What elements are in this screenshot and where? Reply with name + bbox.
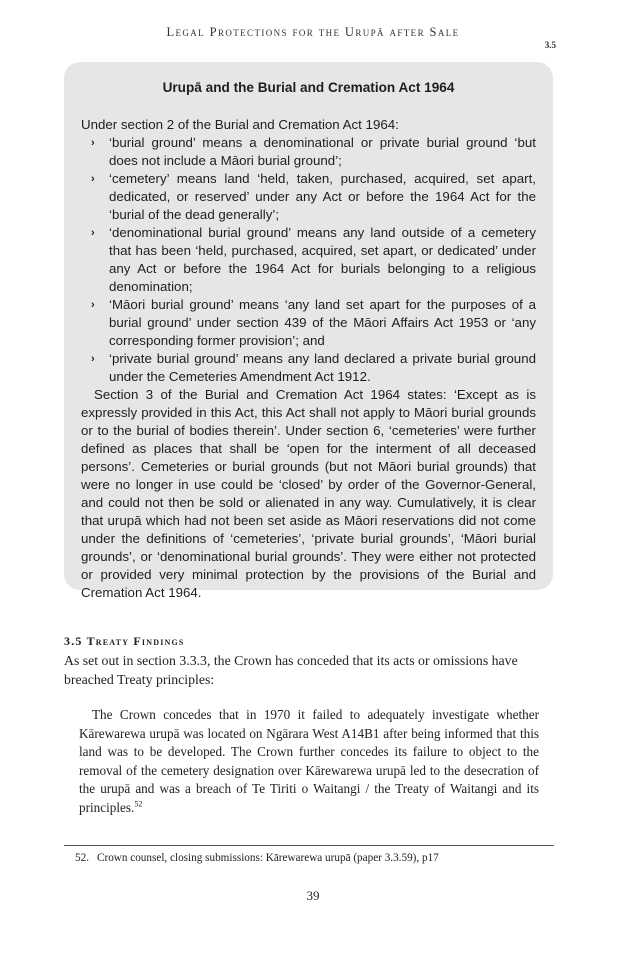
list-item-text: ‘denominational burial ground’ means any land outside of a cemetery that has been ‘held, purchased, acquired, set apart, or dedicated’ under any Act or before the 1964 Act for burials belonging to a religious denomination;: [109, 225, 536, 294]
section-intro: As set out in section 3.3.3, the Crown has conceded that its acts or omissions have breached Treaty principles:: [64, 653, 518, 687]
list-item: [81, 170, 536, 224]
list-item: [81, 134, 536, 170]
list-item: [81, 224, 536, 296]
box-title: Urupā and the Burial and Cremation Act 1964: [162, 80, 455, 95]
list-item-text: ‘cemetery’ means land ‘held, taken, purchased, acquired, set apart, dedicated, or reserved’ under any Act or before the 1964 Act for the ‘burial of the dead generally’;: [109, 171, 536, 222]
definition-list: [81, 134, 536, 386]
sidebar-box: [64, 62, 553, 600]
list-item: [81, 350, 536, 386]
footnote-number: 52.: [75, 852, 89, 864]
chevron-right-icon: ›: [91, 353, 95, 365]
chevron-right-icon: ›: [91, 227, 95, 239]
list-item-text: ‘Māori burial ground’ means ‘any land set apart for the purposes of a burial ground’ under section 439 of the Māori Affairs Act 1953 or ‘any corresponding former provision’; and: [109, 297, 536, 348]
list-item: [81, 296, 536, 350]
list-item-text: ‘burial ground’ means a denominational or private burial ground ‘but does not include a Māori burial ground’;: [109, 135, 536, 168]
chevron-right-icon: ›: [91, 173, 95, 185]
chevron-right-icon: ›: [91, 299, 95, 311]
box-paragraph: Section 3 of the Burial and Cremation Act 1964 states: ‘Except as is expressly provided in this Act, this Act shall not apply to Māori burial grounds or to the burial of bodies therein’. Under section 6, ‘cemeteries’ were further defined as places that shall be ‘open for the interment of all deceased persons’. Cemeteries or burial grounds (but not Māori burial grounds) that were no longer in use could be ‘closed’ by order of the Governor-General, and could not then be sold or alienated in any way. Cumulatively, it is clear that urupā which had not been set aside as Māori reservations did not come under the definitions of ‘cemeteries’, ‘private burial grounds’, ‘Māori burial grounds’, or ‘denominational burial grounds’. They were either not protected or provided very minimal protection by the provisions of the Burial and Cremation Act 1964.: [81, 387, 536, 600]
chevron-right-icon: ›: [91, 137, 95, 149]
box-intro: Under section 2 of the Burial and Cremation Act 1964:: [81, 117, 399, 132]
running-header: Legal Protections for the Urupā after Sale: [166, 25, 460, 39]
page-number: 39: [306, 888, 320, 903]
header-section-number: 3.5: [544, 40, 556, 50]
footnote-divider: [64, 845, 554, 846]
footnote-text: Crown counsel, closing submissions: Kārewarewa urupā (paper 3.3.59), p17: [97, 852, 439, 864]
quote-text: The Crown concedes that in 1970 it failed to adequately investigate whether Kārewarewa urupā was located on Ngārara West A14B1 after being informed that this land was to be developed. The Crown further concedes its failure to object to the removal of the cemetery designation over Kārewarewa urupā led to the desecration of the urupā and was a breach of Te Tiriti o Waitangi / the Treaty of Waitangi and its principles.: [79, 707, 539, 815]
block-quote: [79, 706, 539, 817]
footnote-reference[interactable]: 52: [134, 799, 143, 809]
list-item-text: ‘private burial ground’ means any land declared a private burial ground under the Cemeteries Amendment Act 1912.: [109, 351, 536, 384]
footnote: [75, 851, 555, 866]
section-heading: 3.5 Treaty Findings: [64, 634, 185, 648]
